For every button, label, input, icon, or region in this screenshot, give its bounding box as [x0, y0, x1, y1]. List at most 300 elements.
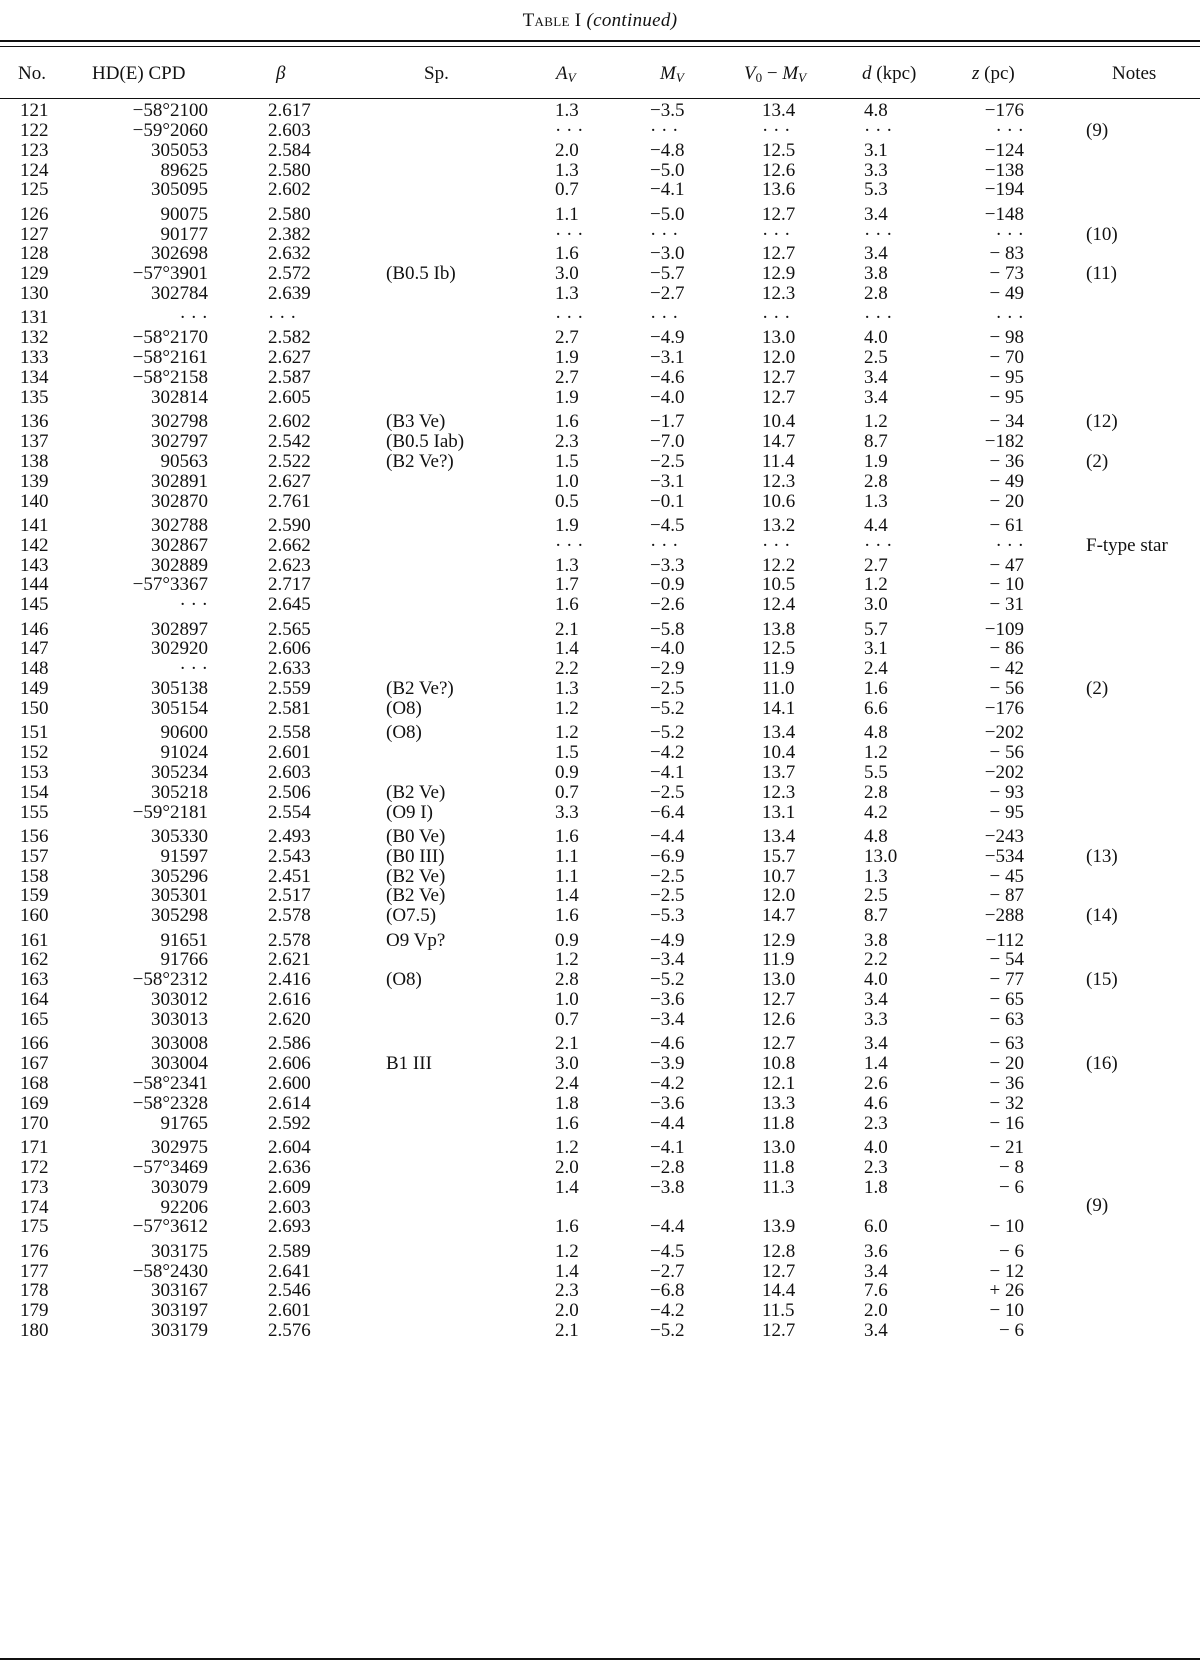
cell-mv: −2.5: [650, 885, 685, 906]
table-row: [0, 451, 1200, 472]
cell-d: 1.3: [864, 491, 888, 512]
cell-sp: (B2 Ve): [386, 866, 446, 887]
cell-d: 1.2: [864, 411, 888, 432]
cell-d: 1.2: [864, 742, 888, 763]
cell-no: 159: [20, 885, 49, 906]
cell-z: − 49: [989, 283, 1024, 304]
cell-hd-cpd: 302870: [151, 491, 208, 512]
cell-no: 175: [20, 1216, 49, 1237]
cell-d: 1.8: [864, 1177, 888, 1198]
cell-d: 2.3: [864, 1113, 888, 1134]
cell-mv: −3.8: [650, 1177, 685, 1198]
cell-av: 1.4: [555, 1261, 579, 1282]
cell-av: · · ·: [555, 535, 584, 556]
cell-d: 2.5: [864, 347, 888, 368]
cell-notes: [1086, 742, 1200, 763]
cell-beta: 2.603: [268, 120, 311, 141]
header-z-unit: (pc): [979, 63, 1015, 84]
cell-z: − 95: [989, 802, 1024, 823]
cell-hd-cpd: 303013: [151, 1009, 208, 1030]
cell-d: 4.8: [864, 722, 888, 743]
cell-no: 172: [20, 1157, 49, 1178]
cell-no: 125: [20, 179, 49, 200]
cell-av: 1.7: [555, 574, 579, 595]
cell-hd-cpd: 89625: [160, 160, 208, 181]
cell-d: 3.3: [864, 160, 888, 181]
table-row: [0, 347, 1200, 368]
cell-no: 162: [20, 949, 49, 970]
cell-notes: (14): [1086, 905, 1118, 926]
cell-notes: [1086, 283, 1200, 304]
cell-v0-mv: 10.4: [762, 742, 796, 763]
cell-d: 5.7: [864, 619, 888, 640]
header-rule: [0, 98, 1200, 99]
cell-sp: (B0.5 Iab): [386, 431, 465, 452]
cell-sp: (B2 Ve?): [386, 451, 454, 472]
cell-mv: −0.9: [650, 574, 685, 595]
cell-av: 2.7: [555, 367, 579, 388]
cell-beta: 2.609: [268, 1177, 311, 1198]
cell-hd-cpd: 303004: [151, 1053, 208, 1074]
cell-hd-cpd: 305095: [151, 179, 208, 200]
cell-hd-cpd: 302920: [151, 638, 208, 659]
table-row: [0, 1053, 1200, 1074]
cell-d: · · ·: [864, 307, 893, 328]
cell-no: 137: [20, 431, 49, 452]
cell-no: 133: [20, 347, 49, 368]
cell-v0-mv: 11.5: [762, 1300, 795, 1321]
cell-no: 160: [20, 905, 49, 926]
cell-no: 128: [20, 243, 49, 264]
table-row: [0, 100, 1200, 121]
cell-beta: 2.603: [268, 762, 311, 783]
table-row: [0, 846, 1200, 867]
cell-d: 2.7: [864, 555, 888, 576]
cell-no: 122: [20, 120, 49, 141]
cell-av: 1.4: [555, 885, 579, 906]
table-row: [0, 866, 1200, 887]
cell-beta: 2.616: [268, 989, 311, 1010]
cell-z: − 6: [999, 1241, 1024, 1262]
cell-av: 1.6: [555, 243, 579, 264]
cell-d: 4.0: [864, 327, 888, 348]
cell-beta: 2.578: [268, 905, 311, 926]
cell-av: 1.0: [555, 989, 579, 1010]
cell-no: 157: [20, 846, 49, 867]
cell-hd-cpd: 305234: [151, 762, 208, 783]
cell-beta: 2.620: [268, 1009, 311, 1030]
cell-av: 1.3: [555, 160, 579, 181]
cell-beta: 2.586: [268, 1033, 311, 1054]
cell-no: 165: [20, 1009, 49, 1030]
cell-no: 136: [20, 411, 49, 432]
cell-v0-mv: · · ·: [762, 307, 791, 328]
header-z-main: z: [972, 63, 980, 84]
table-row: [0, 698, 1200, 719]
cell-av: 0.7: [555, 782, 579, 803]
cell-hd-cpd: 302784: [151, 283, 208, 304]
cell-hd-cpd: 302798: [151, 411, 208, 432]
cell-d: 2.6: [864, 1073, 888, 1094]
cell-d: 3.1: [864, 638, 888, 659]
cell-mv: · · ·: [650, 120, 679, 141]
cell-no: 154: [20, 782, 49, 803]
cell-hd-cpd: −58°2161: [132, 347, 208, 368]
table-row: [0, 742, 1200, 763]
table-row: [0, 367, 1200, 388]
cell-no: 166: [20, 1033, 49, 1054]
cell-no: 171: [20, 1137, 49, 1158]
cell-av: 1.5: [555, 742, 579, 763]
cell-no: 161: [20, 930, 49, 951]
cell-v0-mv: 12.7: [762, 367, 796, 388]
cell-av: 2.1: [555, 619, 579, 640]
cell-z: −138: [984, 160, 1024, 181]
cell-mv: −4.2: [650, 1073, 685, 1094]
cell-v0-mv: 11.8: [762, 1157, 795, 1178]
cell-no: 146: [20, 619, 49, 640]
cell-av: 0.9: [555, 930, 579, 951]
cell-z: − 10: [989, 1216, 1024, 1237]
cell-sp: (B0.5 Ib): [386, 263, 456, 284]
table-row: [0, 619, 1200, 640]
cell-notes: [1086, 722, 1200, 743]
cell-v0-mv: 12.3: [762, 283, 796, 304]
cell-no: 143: [20, 555, 49, 576]
cell-beta: 2.584: [268, 140, 311, 161]
cell-hd-cpd: 90563: [160, 451, 208, 472]
cell-av: · · ·: [555, 120, 584, 141]
cell-z: − 34: [989, 411, 1024, 432]
cell-d: 8.7: [864, 905, 888, 926]
cell-v0-mv: 11.9: [762, 658, 795, 679]
cell-no: 164: [20, 989, 49, 1010]
cell-d: 5.3: [864, 179, 888, 200]
table-row: [0, 471, 1200, 492]
cell-beta: 2.627: [268, 347, 311, 368]
cell-mv: −1.7: [650, 411, 685, 432]
cell-sp: (O7.5): [386, 905, 437, 926]
cell-no: 155: [20, 802, 49, 823]
cell-notes: [1086, 555, 1200, 576]
header-d-unit: (kpc): [871, 63, 917, 84]
cell-beta: 2.633: [268, 658, 311, 679]
cell-d: 2.0: [864, 1300, 888, 1321]
cell-hd-cpd: 302814: [151, 387, 208, 408]
cell-hd-cpd: 305154: [151, 698, 208, 719]
cell-beta: 2.578: [268, 930, 311, 951]
table-row: [0, 905, 1200, 926]
cell-no: 141: [20, 515, 49, 536]
cell-z: − 10: [989, 1300, 1024, 1321]
cell-mv: −5.0: [650, 204, 685, 225]
cell-hd-cpd: 303012: [151, 989, 208, 1010]
cell-mv: −3.6: [650, 1093, 685, 1114]
table-row: [0, 243, 1200, 264]
cell-notes: [1086, 1216, 1200, 1237]
cell-v0-mv: 13.9: [762, 1216, 796, 1237]
cell-mv: −5.2: [650, 698, 685, 719]
cell-v0-mv: 10.8: [762, 1053, 796, 1074]
header-v0-sub: 0: [755, 70, 763, 85]
cell-z: − 36: [989, 451, 1024, 472]
cell-no: 179: [20, 1300, 49, 1321]
cell-z: − 83: [989, 243, 1024, 264]
cell-notes: [1086, 367, 1200, 388]
cell-hd-cpd: 305298: [151, 905, 208, 926]
cell-notes: (2): [1086, 451, 1109, 472]
cell-hd-cpd: −58°2100: [132, 100, 208, 121]
cell-notes: [1086, 1280, 1200, 1301]
cell-notes: [1086, 471, 1200, 492]
cell-no: 138: [20, 451, 49, 472]
cell-av: 1.6: [555, 594, 579, 615]
cell-no: 156: [20, 826, 49, 847]
cell-d: 1.6: [864, 678, 888, 699]
cell-d: 3.4: [864, 204, 888, 225]
cell-av: 2.7: [555, 327, 579, 348]
cell-av: 1.9: [555, 387, 579, 408]
cell-z: −176: [984, 698, 1024, 719]
table-row: [0, 283, 1200, 304]
cell-notes: [1086, 949, 1200, 970]
cell-notes: (10): [1086, 224, 1118, 245]
cell-z: − 6: [999, 1320, 1024, 1341]
table-row: [0, 1009, 1200, 1030]
cell-v0-mv: 12.3: [762, 782, 796, 803]
cell-beta: 2.662: [268, 535, 311, 556]
cell-av: 1.3: [555, 678, 579, 699]
cell-d: 1.2: [864, 574, 888, 595]
cell-mv: −4.5: [650, 1241, 685, 1262]
cell-no: 158: [20, 866, 49, 887]
cell-notes: [1086, 1320, 1200, 1341]
cell-z: − 95: [989, 387, 1024, 408]
cell-notes: [1086, 989, 1200, 1010]
cell-notes: [1086, 782, 1200, 803]
cell-av: 3.3: [555, 802, 579, 823]
cell-mv: −4.8: [650, 140, 685, 161]
cell-d: 3.8: [864, 930, 888, 951]
cell-hd-cpd: −58°2341: [132, 1073, 208, 1094]
cell-beta: 2.582: [268, 327, 311, 348]
cell-mv: −6.4: [650, 802, 685, 823]
cell-mv: −4.6: [650, 367, 685, 388]
cell-notes: [1086, 347, 1200, 368]
cell-beta: 2.614: [268, 1093, 311, 1114]
cell-mv: −5.3: [650, 905, 685, 926]
cell-mv: −4.9: [650, 930, 685, 951]
cell-beta: 2.602: [268, 179, 311, 200]
cell-notes: [1086, 491, 1200, 512]
cell-v0-mv: 13.0: [762, 1137, 796, 1158]
cell-hd-cpd: 302698: [151, 243, 208, 264]
cell-notes: [1086, 204, 1200, 225]
cell-v0-mv: 12.8: [762, 1241, 796, 1262]
cell-no: 169: [20, 1093, 49, 1114]
cell-mv: −5.7: [650, 263, 685, 284]
cell-hd-cpd: −58°2430: [132, 1261, 208, 1282]
cell-d: 1.4: [864, 1053, 888, 1074]
cell-notes: (11): [1086, 263, 1117, 284]
cell-no: 139: [20, 471, 49, 492]
cell-v0-mv: 10.7: [762, 866, 796, 887]
cell-z: −534: [984, 846, 1024, 867]
cell-notes: [1086, 243, 1200, 264]
table-row: [0, 1137, 1200, 1158]
cell-hd-cpd: −57°3612: [132, 1216, 208, 1237]
cell-sp: (O8): [386, 969, 422, 990]
cell-v0-mv: 12.6: [762, 160, 796, 181]
cell-v0-mv: 13.6: [762, 179, 796, 200]
cell-v0-mv: · · ·: [762, 535, 791, 556]
cell-z: − 20: [989, 1053, 1024, 1074]
cell-no: 145: [20, 594, 49, 615]
cell-no: 124: [20, 160, 49, 181]
cell-mv: −6.8: [650, 1280, 685, 1301]
cell-v0-mv: 11.9: [762, 949, 795, 970]
cell-z: − 70: [989, 347, 1024, 368]
cell-v0-mv: 12.2: [762, 555, 796, 576]
cell-beta: 2.641: [268, 1261, 311, 1282]
cell-av: 1.2: [555, 949, 579, 970]
cell-notes: [1086, 1300, 1200, 1321]
cell-v0-mv: 14.7: [762, 431, 796, 452]
cell-v0-mv: 12.6: [762, 1009, 796, 1030]
cell-hd-cpd: −58°2170: [132, 327, 208, 348]
cell-v0-mv: 13.8: [762, 619, 796, 640]
cell-beta: 2.693: [268, 1216, 311, 1237]
cell-av: 2.4: [555, 1073, 579, 1094]
cell-av: 0.7: [555, 179, 579, 200]
cell-av: 1.5: [555, 451, 579, 472]
cell-notes: [1086, 930, 1200, 951]
cell-no: 176: [20, 1241, 49, 1262]
cell-av: 2.8: [555, 969, 579, 990]
cell-hd-cpd: · · ·: [179, 307, 208, 328]
cell-z: −202: [984, 722, 1024, 743]
table-row: [0, 762, 1200, 783]
table-row: [0, 387, 1200, 408]
cell-v0-mv: 14.1: [762, 698, 796, 719]
cell-av: · · ·: [555, 307, 584, 328]
cell-v0-mv: 12.5: [762, 140, 796, 161]
cell-z: − 8: [999, 1157, 1024, 1178]
cell-beta: 2.589: [268, 1241, 311, 1262]
cell-no: 130: [20, 283, 49, 304]
cell-hd-cpd: −59°2060: [132, 120, 208, 141]
cell-no: 127: [20, 224, 49, 245]
cell-beta: 2.761: [268, 491, 311, 512]
cell-beta: 2.639: [268, 283, 311, 304]
cell-hd-cpd: 305330: [151, 826, 208, 847]
cell-av: 1.8: [555, 1093, 579, 1114]
cell-z: − 45: [989, 866, 1024, 887]
cell-v0-mv: 13.0: [762, 327, 796, 348]
cell-beta: 2.601: [268, 1300, 311, 1321]
cell-notes: (9): [1086, 1195, 1109, 1216]
cell-notes: [1086, 802, 1200, 823]
cell-beta: 2.606: [268, 1053, 311, 1074]
header-av-main: A: [556, 63, 568, 84]
cell-d: · · ·: [864, 224, 893, 245]
cell-hd-cpd: 302975: [151, 1137, 208, 1158]
cell-mv: −0.1: [650, 491, 685, 512]
cell-v0-mv: 14.7: [762, 905, 796, 926]
table-row: [0, 1157, 1200, 1178]
cell-beta: 2.601: [268, 742, 311, 763]
cell-notes: (12): [1086, 411, 1118, 432]
table-row: [0, 594, 1200, 615]
cell-sp: B1 III: [386, 1053, 432, 1074]
table-row: [0, 1177, 1200, 1198]
cell-d: 3.0: [864, 594, 888, 615]
cell-av: 2.3: [555, 431, 579, 452]
cell-v0-mv: 13.2: [762, 515, 796, 536]
cell-d: 2.5: [864, 885, 888, 906]
cell-hd-cpd: 91651: [160, 930, 208, 951]
table-title-prefix: Table I: [522, 10, 582, 31]
cell-z: − 93: [989, 782, 1024, 803]
cell-d: 3.4: [864, 1320, 888, 1341]
cell-beta: 2.581: [268, 698, 311, 719]
cell-notes: [1086, 179, 1200, 200]
cell-d: 4.6: [864, 1093, 888, 1114]
cell-d: 5.5: [864, 762, 888, 783]
cell-z: − 65: [989, 989, 1024, 1010]
bottom-rule: [0, 1658, 1200, 1660]
cell-av: 1.1: [555, 846, 579, 867]
cell-z: − 6: [999, 1177, 1024, 1198]
cell-v0-mv: 12.0: [762, 885, 796, 906]
header-sp: Sp.: [424, 63, 449, 84]
cell-mv: −4.4: [650, 826, 685, 847]
cell-z: − 63: [989, 1033, 1024, 1054]
header-d-kpc: [862, 60, 916, 88]
cell-d: 6.6: [864, 698, 888, 719]
cell-mv: −4.1: [650, 762, 685, 783]
table-row: [0, 160, 1200, 181]
table-row: [0, 1320, 1200, 1341]
cell-v0-mv: 13.0: [762, 969, 796, 990]
cell-z: − 10: [989, 574, 1024, 595]
cell-hd-cpd: 305138: [151, 678, 208, 699]
cell-mv: −4.0: [650, 387, 685, 408]
cell-sp: (O9 I): [386, 802, 433, 823]
cell-av: 1.3: [555, 555, 579, 576]
table-row: [0, 722, 1200, 743]
cell-notes: [1086, 762, 1200, 783]
cell-z: · · ·: [995, 224, 1024, 245]
cell-mv: −3.0: [650, 243, 685, 264]
cell-hd-cpd: 302897: [151, 619, 208, 640]
cell-d: 3.4: [864, 989, 888, 1010]
header-notes: Notes: [1112, 63, 1157, 84]
cell-v0-mv: 12.7: [762, 243, 796, 264]
cell-beta: 2.542: [268, 431, 311, 452]
cell-beta: 2.580: [268, 204, 311, 225]
cell-d: 3.4: [864, 243, 888, 264]
cell-av: 1.9: [555, 515, 579, 536]
cell-av: 3.0: [555, 263, 579, 284]
cell-notes: [1086, 1093, 1200, 1114]
table-row: [0, 224, 1200, 245]
cell-mv: −2.7: [650, 1261, 685, 1282]
cell-z: − 12: [989, 1261, 1024, 1282]
cell-hd-cpd: −57°3901: [132, 263, 208, 284]
cell-no: 142: [20, 535, 49, 556]
cell-v0-mv: 14.4: [762, 1280, 796, 1301]
